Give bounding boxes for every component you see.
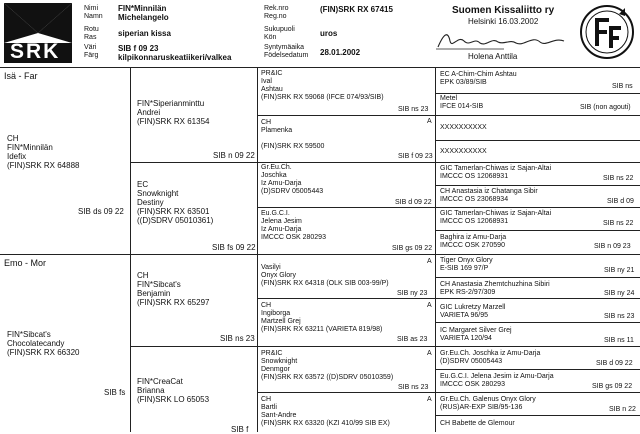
dam-g6-code: SIB gs 09 22 xyxy=(592,383,633,390)
sire-ggp1-code: SIB ns 23 xyxy=(398,106,429,113)
name-label: Nimi Namn xyxy=(84,5,103,20)
sire-g2-code: SIB (non agouti) xyxy=(580,104,631,111)
dam-g4-name: IC Margaret Silver Grej VARIETA 120/94 xyxy=(440,327,512,342)
dam-name: FIN*Sibcat's Chocolatecandy (FIN)SRK RX 66320 xyxy=(7,330,80,357)
sire-gp1-name: FIN*Siperianminttu Andrei (FIN)SRK RX 61354 xyxy=(137,99,210,126)
sire-ggp2-code: SIB f 09 23 xyxy=(398,153,433,160)
sire-g6-name: CH Anastasia iz Chatanga Sibir IMCCC OS 23068934 xyxy=(440,188,538,203)
dam-section-label: Emo - Mor xyxy=(4,258,47,268)
org-place-date: Helsinki 16.03.2002 xyxy=(468,17,539,26)
dam-g7-name: Gr.Eu.Ch. Galenus Onyx Glory (RUS)AR-EXP SIB/95-136 xyxy=(440,396,536,411)
dam-g2-code: SIB ny 24 xyxy=(604,290,635,297)
sire-g2-name: Metel IFCE 014-SIB xyxy=(440,95,484,110)
sire-code: SIB ds 09 22 xyxy=(78,207,124,216)
dam-g1-name: Tiger Onyx Glory E-SIB 169 97/P xyxy=(440,257,493,272)
sire-g1-code: SIB ns xyxy=(612,83,633,90)
sire-g6-code: SIB d 09 xyxy=(607,198,634,205)
breed-value: siperian kissa xyxy=(118,29,171,38)
dam-gp2-code: SIB f xyxy=(231,425,249,434)
dam-ggp2-code: SIB as 23 xyxy=(397,336,428,343)
sire-ggp1-name: PR&IC Ival Ashtau (FIN)SRK RX 59068 (IFCE 074/93/SIB) xyxy=(261,70,384,101)
sire-gp2-name: EC Snowknight Destiny (FIN)SRK RX 63501 ((D)SDRV 05010361) xyxy=(137,180,214,225)
sire-ggp4-name: Eu.G.C.I. Jelena Jesim Iz Amu-Darja IMCCC OSK 280293 xyxy=(261,210,326,241)
dam-g2-name: CH Anastasia Zhemtchuzhina Sibiri EPK RS-2/97/309 xyxy=(440,281,550,296)
dam-g8-name: CH Babette de Glemour xyxy=(440,420,515,427)
sex-value: uros xyxy=(320,29,338,38)
dam-gp1-code: SIB ns 23 xyxy=(220,334,255,343)
sire-g1-name: EC A-Chim-Chim Ashtau EPK 03/89/SIB xyxy=(440,71,517,86)
srk-logo xyxy=(4,3,72,63)
sire-ggp2-mark: A xyxy=(427,118,432,125)
breed-label: Rotu Ras xyxy=(84,26,99,41)
dam-ggp1-mark: A xyxy=(427,258,432,265)
sire-ggp2-name: CH Plamenka (FIN)SRK RX 59500 xyxy=(261,119,325,150)
sire-g3-name: XXXXXXXXXX xyxy=(440,124,487,131)
sire-name: CH FIN*Minnilän Idefix (FIN)SRK RX 64888 xyxy=(7,134,80,170)
sire-g7-name: GIC Tamerlan-Chiwas iz Sajan-Altai IMCCC OS 12068931 xyxy=(440,210,552,225)
sire-g8-name: Baghira iz Amu-Darja IMCCC OSK 270590 xyxy=(440,234,507,249)
sire-section-label: Isä - Far xyxy=(4,71,38,81)
dam-ggp4-name: CH Bartli Sant-Andre (FIN)SRK RX 63320 (KZI 410/99 SIB EX) xyxy=(261,396,390,427)
dam-ggp2-mark: A xyxy=(427,302,432,309)
dam-ggp4-mark: A xyxy=(427,396,432,403)
dam-code: SIB fs xyxy=(104,388,126,397)
dam-ggp3-mark: A xyxy=(427,350,432,357)
sire-ggp4-code: SIB gs 09 22 xyxy=(392,245,433,252)
sire-g7-code: SIB ns 22 xyxy=(603,220,634,227)
dam-ggp3-name: PR&IC Snowknight Denmgor (FIN)SRK RX 63572 ((D)SDRV 05010359) xyxy=(261,350,394,381)
dam-g7-code: SIB n 22 xyxy=(609,406,636,413)
dob-label: Syntymäaika Födelsedatum xyxy=(264,44,309,59)
dam-g5-code: SIB d 09 22 xyxy=(596,360,633,367)
dam-g6-name: Eu.G.C.I. Jelena Jesim iz Amu-Darja IMCCC OSK 280293 xyxy=(440,373,554,388)
dam-g3-name: GIC Lukretzy Marzell VARIETA 96/95 xyxy=(440,304,506,319)
sire-gp2-code: SIB fs 09 22 xyxy=(212,243,256,252)
sire-g5-name: GIC Tamerlan-Chiwas iz Sajan-Altai IMCCC OS 12068931 xyxy=(440,165,552,180)
dam-gp2-name: FIN*CreaCat Brianna (FIN)SRK LO 65053 xyxy=(137,377,210,404)
org-name: Suomen Kissaliitto ry xyxy=(452,5,555,16)
signer-name: Holena Anttila xyxy=(468,52,518,61)
sire-g8-code: SIB n 09 23 xyxy=(594,243,631,250)
dam-gp1-name: CH FIN*Sibcat's Benjamin (FIN)SRK RX 65297 xyxy=(137,271,210,307)
sire-ggp3-code: SIB d 09 22 xyxy=(395,199,432,206)
sire-ggp3-name: Gr.Eu.Ch. Joschka Iz Amu-Darja (D)SDRV 05005443 xyxy=(261,164,324,195)
fife-logo xyxy=(579,4,635,60)
dam-ggp1-code: SIB ny 23 xyxy=(397,290,428,297)
dam-g4-code: SIB ns 11 xyxy=(604,337,634,344)
dob-value: 28.01.2002 xyxy=(320,48,361,57)
color-value: SIB f 09 23 kilpikonnaruskeatiikeri/valkea xyxy=(118,44,232,62)
dam-g3-code: SIB ns 23 xyxy=(604,313,635,320)
regno-label: Rek.nro Reg.no xyxy=(264,5,289,20)
regno-value: (FIN)SRK RX 67415 xyxy=(320,5,393,14)
dam-ggp2-name: CH Ingiborga Martzell Grej (FIN)SRK RX 63211 (VARIETA 819/98) xyxy=(261,302,383,333)
cat-name: FIN*Minnilän Michelangelo xyxy=(118,4,169,22)
sire-g5-code: SIB ns 22 xyxy=(603,175,634,182)
srk-logo-text: SRK xyxy=(10,40,61,63)
color-label: Väri Färg xyxy=(84,44,99,59)
dam-g5-name: Gr.Eu.Ch. Joschka iz Amu-Darja (D)SDRV 05005443 xyxy=(440,350,541,365)
sire-g4-name: XXXXXXXXXX xyxy=(440,148,487,155)
sex-label: Sukupuoli Kön xyxy=(264,26,295,41)
dam-g1-code: SIB ny 21 xyxy=(604,267,635,274)
dam-ggp1-name: Vasilyi Onyx Glory (FIN)SRK RX 64318 (OLK SIB 003-99/P) xyxy=(261,264,389,287)
dam-ggp3-code: SIB ns 23 xyxy=(398,384,429,391)
signature xyxy=(434,27,570,53)
sire-gp1-code: SIB n 09 22 xyxy=(213,151,255,160)
